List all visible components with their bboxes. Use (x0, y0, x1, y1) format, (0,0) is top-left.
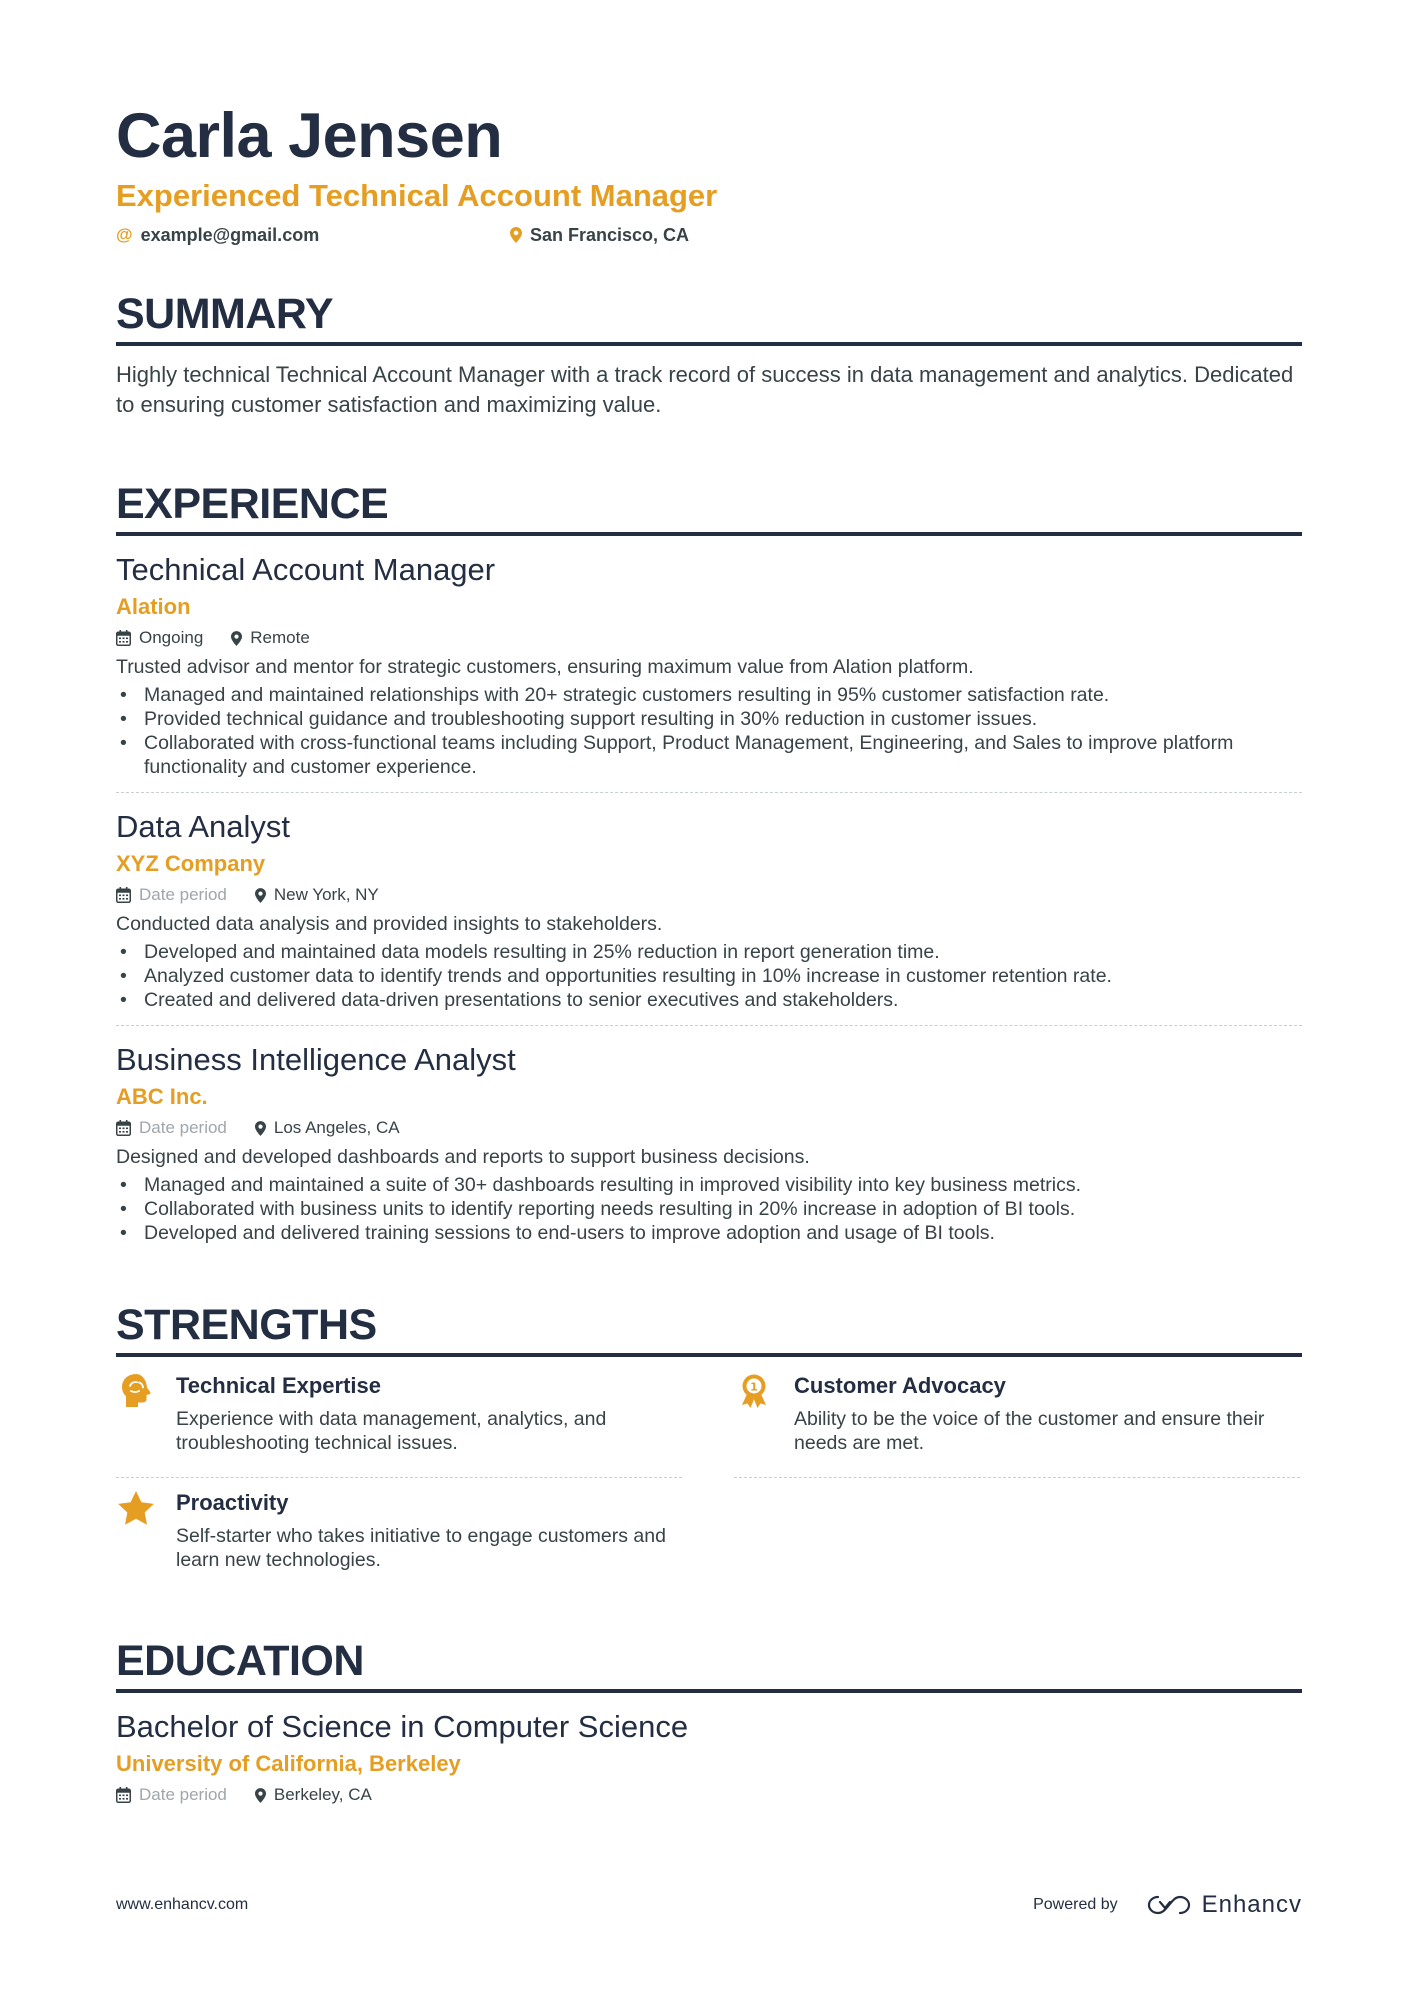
job-location: Los Angeles, CA (255, 1115, 400, 1141)
experience-divider (116, 532, 1302, 536)
job-company: XYZ Company (116, 851, 266, 876)
calendar-icon (116, 630, 131, 646)
strength-separator (116, 1477, 682, 1478)
job-title: Technical Account Manager (116, 552, 496, 587)
strength-title: Proactivity (176, 1490, 289, 1515)
school-name: University of California, Berkeley (116, 1751, 461, 1776)
contact-email[interactable] (116, 225, 510, 246)
location-pin-icon (255, 888, 266, 903)
candidate-title: Experienced Technical Account Manager (116, 178, 718, 213)
location-pin-icon (510, 227, 522, 243)
job-company: Alation (116, 594, 191, 619)
summary-heading: SUMMARY (116, 290, 334, 338)
powered-by-label: Powered by (1033, 1896, 1118, 1913)
location-pin-icon (231, 631, 242, 646)
job-description: Trusted advisor and mentor for strategic customers, ensuring maximum value from Alation platform. (116, 656, 974, 678)
summary-text: Highly technical Technical Account Manager with a track record of success in data management and analytics. Dedicated to ensuring customer satisfaction and maximizing value. (116, 362, 1294, 417)
job-title: Data Analyst (116, 809, 291, 844)
job-location: Remote (231, 625, 310, 651)
enhancv-logo[interactable] (1146, 1891, 1302, 1919)
calendar-icon (116, 1120, 131, 1136)
job-location: New York, NY (255, 882, 379, 908)
education-heading: EDUCATION (116, 1637, 364, 1685)
job-bullet: • Analyzed customer data to identify trends and opportunities resulting in 10% increase in customer retention rate. (116, 964, 1302, 988)
enhancv-logo-icon (1146, 1893, 1192, 1917)
job-bullet: • Collaborated with business units to identify reporting needs resulting in 20% increase in adoption of BI tools. (116, 1197, 1302, 1221)
location-text: San Francisco, CA (530, 224, 690, 245)
education-entry (116, 1707, 1302, 1808)
experience-entry (116, 550, 1302, 779)
brand-text: Enhancv (1201, 1891, 1302, 1918)
job-meta (116, 882, 1302, 908)
location-pin-icon (255, 1121, 266, 1136)
svg-text:1: 1 (750, 1380, 758, 1394)
strengths-section (116, 1299, 1302, 1601)
job-title: Business Intelligence Analyst (116, 1042, 516, 1077)
education-meta (116, 1782, 1302, 1808)
calendar-icon (116, 1787, 131, 1803)
experience-entry (116, 807, 1302, 1012)
degree-title: Bachelor of Science in Computer Science (116, 1709, 689, 1744)
job-company: ABC Inc. (116, 1084, 208, 1109)
strength-description: Experience with data management, analytics, and troubleshooting technical issues. (176, 1408, 607, 1454)
education-divider (116, 1689, 1302, 1693)
job-bullet: • Developed and maintained data models resulting in 25% reduction in report generation time. (116, 940, 1302, 964)
education-location: Berkeley, CA (255, 1782, 372, 1808)
footer-url[interactable]: www.enhancv.com (116, 1896, 249, 1913)
job-bullet: • Created and delivered data-driven presentations to senior executives and stakeholders. (116, 988, 1302, 1012)
summary-divider (116, 342, 1302, 346)
job-bullet: • Provided technical guidance and troubleshooting support resulting in 30% reduction in customer issues. (116, 707, 1302, 731)
job-bullet: • Managed and maintained relationships with 20+ strategic customers resulting in 95% customer satisfaction rate. (116, 683, 1302, 707)
entry-separator (116, 1025, 1302, 1026)
strength-title: Technical Expertise (176, 1373, 382, 1398)
job-period: Ongoing (116, 625, 203, 651)
strength-separator (734, 1477, 1300, 1478)
job-bullet: • Developed and delivered training sessions to end-users to improve adoption and usage of BI tools. (116, 1221, 1302, 1245)
job-period: Date period (116, 882, 227, 908)
footer (116, 1888, 1302, 1922)
job-bullet: • Collaborated with cross-functional teams including Support, Product Management, Engineering, and Sales to improve platform functionality and customer experience. (116, 731, 1302, 779)
experience-heading: EXPERIENCE (116, 480, 389, 528)
candidate-name: Carla Jensen (116, 101, 503, 171)
job-meta (116, 625, 1302, 651)
job-bullets (116, 683, 1302, 779)
strength-title: Customer Advocacy (794, 1373, 1006, 1398)
education-period: Date period (116, 1782, 227, 1808)
contact-row (116, 220, 1302, 250)
brain-icon (116, 1371, 156, 1411)
strength-description: Ability to be the voice of the customer and ensure their needs are met. (794, 1408, 1265, 1454)
star-icon (116, 1488, 156, 1528)
job-bullet: • Managed and maintained a suite of 30+ dashboards resulting in improved visibility into key business metrics. (116, 1173, 1302, 1197)
powered-by (1033, 1891, 1302, 1919)
job-description: Designed and developed dashboards and reports to support business decisions. (116, 1146, 810, 1168)
job-description: Conducted data analysis and provided insights to stakeholders. (116, 913, 663, 935)
strengths-heading: STRENGTHS (116, 1301, 377, 1349)
education-section (116, 1635, 1302, 1808)
resume-page (116, 96, 1302, 1808)
job-bullets (116, 940, 1302, 1012)
strengths-grid (116, 1371, 1302, 1601)
strength-description: Self-starter who takes initiative to engage customers and learn new technologies. (176, 1525, 666, 1571)
entry-separator (116, 792, 1302, 793)
at-icon: @ (116, 225, 133, 244)
experience-entry (116, 1040, 1302, 1245)
award-icon (734, 1371, 774, 1411)
job-bullets (116, 1173, 1302, 1245)
contact-location (510, 225, 689, 246)
job-meta (116, 1115, 1302, 1141)
summary-section (116, 288, 1302, 420)
location-pin-icon (255, 1788, 266, 1803)
experience-section (116, 478, 1302, 1245)
job-period: Date period (116, 1115, 227, 1141)
strengths-divider (116, 1353, 1302, 1357)
calendar-icon (116, 887, 131, 903)
email-text: example@gmail.com (140, 224, 320, 245)
